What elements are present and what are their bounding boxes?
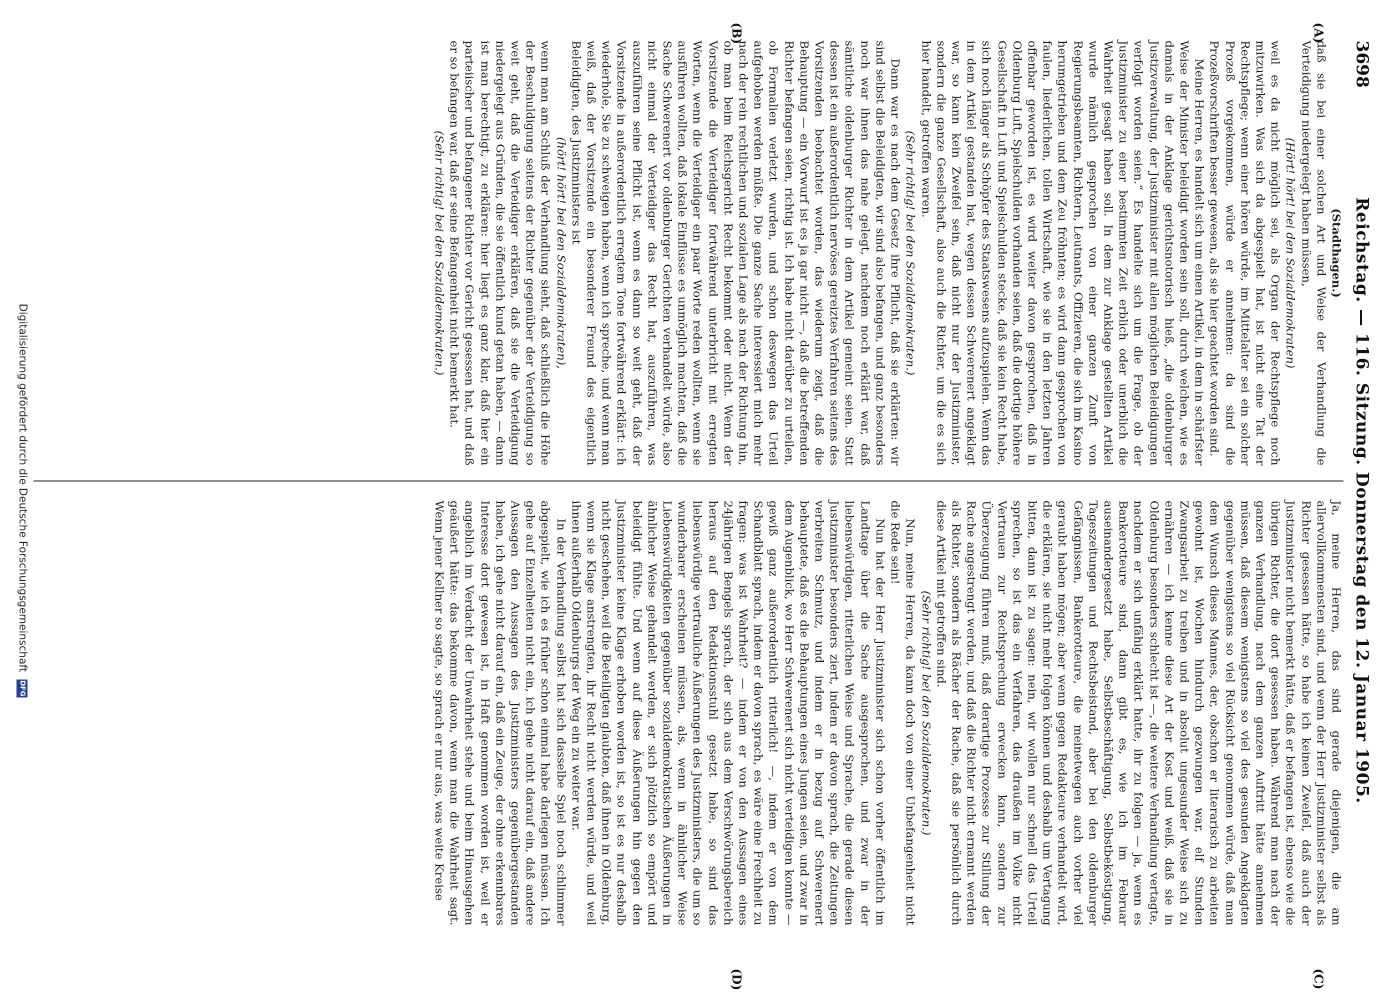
page-header: [1347, 40, 1375, 960]
margin-mark-a: (A): [1311, 22, 1325, 43]
interjection: (Sehr richtig! bei den Sozialdemokraten.): [903, 130, 918, 375]
paragraph: Ja, meine Herren, das sind gerade diejenigen, die am allervollkommensten sind, und wenn der Herr Justizminister selbst als Richter gesessen hätte, so habe ich keinen Zweifel, daß auch der Justizminister nicht bemerkt hätte, daß er befangen ist, ebenso wie die übrigen Richter, die dort gesessen haben. Während man nach der ganzen Verhandlung, nach dem ganzen Auftritt hätte annehmen müssen, daß diesem wenigstens so viel des gesunden Angeklagten gegenüber wenigstens so viel Rücksicht genommen würde, daß man dem Wunsch dieses Mannes, der, obschon er literarisch zu arbeiten gewohnt ist, Wochen hindurch gezwungen war, elf Stunden Zwangsarbeit zu treiben und in absolut ungesunder Weise sich zu ernähren — ich kenne diese Art der Kost und weiß, daß sie in Oldenburg besonders schlecht ist —, die weitere Verhandlung vertagte, nachdem er sich unfähig erklärt hatte, ihr zu folgen — ja, wenn es Bankerotteure sind, dann gibt es, wie ich im Februar auseinandergesetzt habe, Selbstbeschäftigung, Selbstbeköstigung, Tageszeitungen und Rechtsbeistand, aber bei den oldenburger Gefängnissen, Bankerotteure, die meinetwegen auch vorher viel geraubt haben mögen; aber wenn gegen Redakteure verhandelt wird, die erklären, sie nicht mehr folgen können und deshalb um Vertagung bitten, dann ist zu sagen: nein, wir wollen nur schnell das Urteil sprechen, so ist das ein Verfahren, das draußen im Volke nicht Vertrauen zur Rechtsprechung erwecken kann, sondern zur Überzeugung führen muß, daß derartige Prozesse zur Stillung der Rache angestrengt werden, und daß die Richter nicht ernannt werden als Richter, sondern als Rächer der Rache, daß sie persönlich durch diese Artikel mit getroffen sind.: [933, 500, 1343, 925]
margin-mark-b: (B): [729, 22, 743, 44]
paragraph: In der Verhandlung selbst hat sich dasselbe Spiel noch schlimmer abgespielt, wie ich es früher schon einmal habe darlegen müssen. Ich gehe auf Einzelheiten nicht ein, ich gehe nicht darauf ein, daß andere Aussagen den Aussagen des Justizministers gegenübergestanden haben, ich gehe nicht darauf ein, daß ein Zeuge, der ohne erkennbares Interesse dort gewesen ist, in Haft genommen worden ist, weil er angeblich im Verdacht der Unwahrheit stehe und beim Hinausgehen geäußert hätte: das bekomme davon, wenn man die Wahrheit sagt. Wenn jener Kellner so sagte, so sprach er nur aus, was weite Kreise: [432, 500, 568, 925]
footer: [6, 0, 28, 1000]
margin-mark-d: (D): [729, 968, 743, 990]
paragraph: Meine Herren, es handelt sich um einen Artikel, in dem in schärfster Weise der Minister beleidigt worden sein soll, durch welchen, wie es damals in der Anklage gerichtsnotorisch hieß, „die oldenburger Justizverwaltung, der Justizminister mit allen möglichen Beleidigungen verfolgt worden seien.“ Es handelte sich um die Frage, ob der Justizminister zu einer bestimmten Zeit erblich oder unerblich die Wahrheit gesagt haben soll. In dem zur Anklage gestellten Artikel wurde nämlich gesprochen von einer ganzen Zunft von Regierungsbeamten, Richtern, Leutnants, Offizieren, die sich im Kasino herumgetrieben und dem Zeu fröhnten; es wird dann gesprochen von faulen, liederlichen, tollen Wirtschaft, wie sie in den letzten Jahren offenbar geworden ist, es wird weiter davon gesprochen, daß in Oldenburg Luft, Spielschulden vorhanden seien, daß die dortige höhere Gesellschaft in Luft und Spielschulden stecke, daß sie kein Recht habe, sich noch länger als Schöpfer des Staatswesens aufzuspielen. Wenn das in dem Artikel gestanden hat, wegen dessen Schwerenert angeklagt war, so kann kein Zweifel sein, daß nicht nur der Justizminister, sondern die ganze Gesellschaft, also auch die Richter, um die es sich hier handelt, getroffen waren.: [918, 40, 1207, 465]
left-column: [431, 40, 1343, 465]
page-number: 3698: [1351, 40, 1371, 88]
running-title: Reichstag. — 116. Sitzung. Donnerstag den 12. Januar 1905.: [1351, 196, 1371, 804]
dfg-logo: DFG: [18, 679, 27, 697]
paragraph: Dann war es nach dem Gesetz ihre Pflicht, daß sie erklärten: wir sind selbst die Beleidigten, wir sind also befangen, und ganz besonders noch war ihnen das nahe gelegt, nachdem noch erklärt war, daß sämtliche oldenburger Richter in dem Artikel gemeint seien. Statt dessen ist ein außerordentlich nervöses gereiztes Verfahren seitens des Vorsitzenden beobachtet worden, das wiederum zeigt, daß die Behauptung — ein Vorwurf ist es ja gar nicht —, daß die betreffenden Richter befangen seien, richtig ist. Ich habe nicht darüber zu urteilen, ob Formalien verletzt wurden, und schon deswegen das Urteil aufgehoben werden müßte. Die ganze Sache interessiert mich mehr nach der rein rechtlichen und sozialen Lage als nach der Richtung hin, ob man beim Reichsgericht Recht bekommt oder nicht. Wenn der Vorsitzende die Verteidiger fortwährend unterbricht mit erregten Worten, wenn die Verteidiger ein paar Worte reden wollten, wenn sie ausführen wollten, daß lokale Einflüsse es unmöglich machten, daß die Sache Schwerenert vor oldenburger Gerichten verhandelt würde, also nicht einmal der Verteidiger das Recht hat, auszuführen, was auszuführen seine Pflicht ist, wenn es dann so weit geht, daß der Vorsitzende in außerordentlich erregtem Tone fortwährend erklärt: ich wiederhole, Sie zu schweigen haben, wenn ich spreche, und wenn man weiß, daß der Vorsitzende ein besonderer Freund des eigentlich Beleidigten, des Justizministers ist: [568, 40, 903, 465]
footer-credit: Digitalisierung gefördert durch die Deutsche Forschungsgemeinschaft: [16, 303, 28, 672]
interjection: (Sehr richtig! bei den Sozialdemokraten.): [918, 590, 933, 835]
interjection: (Hört! hört! bei den Sozialdemokraten): [1283, 137, 1298, 368]
paragraph: Nun, meine Herren, da kann doch von einer Unbefangenheit nicht die Rede sein!: [888, 500, 918, 925]
paragraph: wenn man am Schluß der Verhandlung sieht, daß schließlich die Höhe der Beschuldigung seitens der Richter gegenüber der Verteidigung so weit geht, daß die Verteidiger erklären, daß sie die Verteidigung niedergelegt aus Gründen, die sie öffentlich kund getan haben, — dann ist man berechtigt, zu erklären: hier liegt es ganz klar, daß hier ein parteiischer und befangener Richter vor Gericht gesessen hat, und daß er so befangen war, daß er seine Befangenheit nicht bemerkt hat.: [447, 40, 553, 465]
paragraph: Nun hat der Herr Justizminister sich schon vorher öffentlich im Landtage über die Sache ausgesprochen, und zwar in der liebenswürdigen, ritterlichen Weise und Sprache, die gerade diesen Justizminister besonders ziert, indem er davon sprach, die Zeitungen verbreiten Schmutz, und indem er in bezug auf Schwerenert behauptete, daß es die Behauptungen eines Jungen seien, und zwar in dem Augenblick, wo Herr Schwerenert sich nicht verteidigen konnte — gewiß ganz außerordentlich ritterlich! —, indem er von dem Schandblatt sprach, indem er davon sprach, es wäre eine Frechheit zu fragen: was ist Wahrheit? — indem er von den Aussagen eines 24jährigen Bengels sprach, der sich aus dem Verschwörungsbereich heraus auf den Redaktionsstuhl gesetzt habe, so sind das liebenswürdige vertrauliche Äußerungen des Justizministers, die um so wunderbarer erscheinen müssen, als, wenn in ähnlicher Weise Liebenswürdigkeiten gegenüber sozialdemokratischen Äußerungen in ähnlicher Weise gehandelt werden, er sich plötzlich so empört und beleidigt fühlte. Und wenn auf diese Äußerungen hin gegen den Justizminister keine Klage erhoben worden ist, so ist es nur deshalb nicht geschehen, weil die Beteiligten glaubten, daß ihnen in Oldenburg, wenn sie Klage anstrengten, ihr Recht nicht werden würde, und weil ihnen außerhalb Oldenburgs der Weg ein zu weiter war.: [568, 500, 887, 925]
interjection: (Sehr richtig! bei den Sozialdemokraten.): [432, 130, 447, 375]
speaker-name: (Stadthagen.): [1329, 207, 1343, 298]
paragraph: daß sie bei einer solchen Art und Weise der Verhandlung die Verteidigung niedergelegt haben müssen,: [1298, 40, 1328, 465]
interjection: (hört! hört! bei den Sozialdemokraten),: [553, 136, 568, 369]
column-divider: [33, 480, 1343, 481]
margin-mark-c: (C): [1311, 968, 1325, 989]
right-column: [431, 500, 1343, 925]
paragraph: weil es da nicht möglich sei, als Organ der Rechtspflege noch mitzuwirken. Was sich da abgespielt hat, ist nicht eine Tat der Rechtspflege; wenn einer hören würde, im Mittelalter sei ein solcher Prozeß vorgekommen, würde er annehmen: da sind die Prozeßvorschriften besser gewesen, als sie hier geachtet worden sind.: [1207, 40, 1283, 465]
